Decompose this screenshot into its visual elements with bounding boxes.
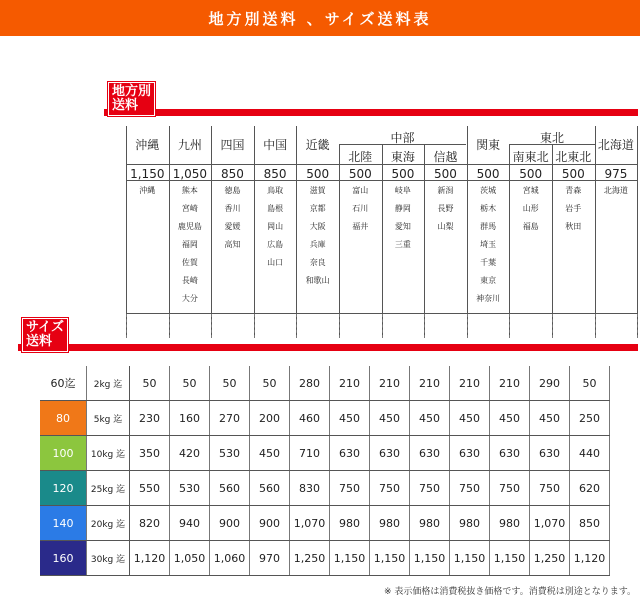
prefecture-list: [339, 182, 382, 236]
prefecture-list: [552, 182, 595, 236]
region-name: 沖縄: [135, 138, 160, 152]
size-rate-table: [40, 366, 610, 576]
region-badge-line-2: 送料: [112, 98, 139, 113]
region-price: 500: [348, 167, 372, 181]
region-name: 関東: [476, 138, 501, 152]
weight-limit: 2kg 迄: [87, 366, 130, 401]
prefecture-list: [211, 182, 254, 254]
region-price: 500: [561, 167, 585, 181]
prefecture-name: 高知: [224, 240, 241, 249]
rate-value: 450: [330, 401, 370, 436]
rate-value: 420: [170, 436, 210, 471]
prefecture-name: 宮城: [522, 186, 539, 195]
prefecture-name: 京都: [309, 204, 326, 213]
rate-value: 460: [290, 401, 330, 436]
rate-value: 210: [490, 366, 530, 401]
prefecture-name: 栃木: [480, 204, 497, 213]
rate-value: 560: [210, 471, 250, 506]
region-name: 北海道: [597, 138, 634, 152]
prefecture-name: 岩手: [565, 204, 582, 213]
prefecture-name: 北海道: [603, 186, 628, 195]
prefecture-name: 埼玉: [480, 240, 497, 249]
rate-value: 450: [370, 401, 410, 436]
rate-value: 630: [370, 436, 410, 471]
rate-value: 1,070: [530, 506, 570, 541]
prefecture-name: 東京: [480, 276, 497, 285]
rate-row: [40, 401, 610, 436]
rate-value: 1,250: [530, 541, 570, 576]
rate-value: 750: [490, 471, 530, 506]
prefecture-name: 新潟: [437, 186, 454, 195]
rate-value: 980: [450, 506, 490, 541]
weight-limit: 25kg 迄: [87, 471, 130, 506]
region-price: 500: [519, 167, 543, 181]
rate-value: 560: [250, 471, 290, 506]
region-price: 500: [476, 167, 500, 181]
rate-value: 1,150: [490, 541, 530, 576]
rate-value: 450: [450, 401, 490, 436]
rate-value: 630: [490, 436, 530, 471]
rate-value: 1,120: [130, 541, 170, 576]
region-name: 東海: [390, 150, 415, 164]
size-label: 100: [40, 436, 87, 471]
weight-limit: 20kg 迄: [87, 506, 130, 541]
rate-value: 210: [330, 366, 370, 401]
prefecture-name: 茨城: [480, 186, 497, 195]
weight-limit: 30kg 迄: [87, 541, 130, 576]
rate-value: 50: [210, 366, 250, 401]
prefecture-name: 千葉: [480, 258, 497, 267]
prefecture-name: 群馬: [480, 222, 497, 231]
prefecture-list: [424, 182, 467, 236]
prefecture-name: 佐賀: [181, 258, 198, 267]
rate-value: 1,250: [290, 541, 330, 576]
prefecture-name: 広島: [267, 240, 284, 249]
column-dash: [211, 314, 212, 338]
prefecture-name: 奈良: [309, 258, 326, 267]
size-label: 120: [40, 471, 87, 506]
rate-value: 900: [210, 506, 250, 541]
page-title: 地方別送料 、サイズ送料表: [0, 0, 640, 36]
rate-value: 750: [530, 471, 570, 506]
prefecture-name: 福島: [522, 222, 539, 231]
prefecture-name: 香川: [224, 204, 241, 213]
prefecture-list: [595, 182, 638, 200]
rate-row: [40, 366, 610, 401]
weight-limit: 5kg 迄: [87, 401, 130, 436]
rate-value: 530: [170, 471, 210, 506]
region-column-divider: [126, 126, 127, 338]
region-name: 信越: [433, 150, 458, 164]
region-name: 北東北: [555, 150, 592, 164]
rate-value: 980: [490, 506, 530, 541]
prefecture-name: 青森: [565, 186, 582, 195]
column-dash: [254, 314, 255, 338]
region-badge-line-1: 地方別: [112, 84, 152, 99]
size-badge-line-1: サイズ: [26, 320, 64, 335]
region-price: 1,150: [130, 167, 165, 181]
region-name: 北陸: [348, 150, 373, 164]
prefecture-list: [169, 182, 212, 308]
region-price: 500: [434, 167, 457, 181]
rate-value: 1,050: [170, 541, 210, 576]
prefecture-name: 鳥取: [267, 186, 284, 195]
rate-value: 630: [530, 436, 570, 471]
rate-value: 830: [290, 471, 330, 506]
size-badge: [22, 318, 68, 352]
rate-value: 1,060: [210, 541, 250, 576]
prefecture-name: 和歌山: [305, 276, 330, 285]
prefecture-name: 石川: [352, 204, 369, 213]
prefecture-name: 静岡: [394, 204, 411, 213]
prefecture-name: 山梨: [437, 222, 454, 231]
rate-value: 450: [530, 401, 570, 436]
rate-value: 850: [570, 506, 610, 541]
prefecture-list: [254, 182, 297, 272]
size-label: 160: [40, 541, 87, 576]
region-badge: [108, 82, 155, 116]
group-label-chubu: 中部: [390, 131, 415, 145]
rate-value: 50: [570, 366, 610, 401]
column-dash: [296, 314, 297, 338]
rate-value: 290: [530, 366, 570, 401]
prefecture-name: 熊本: [181, 186, 198, 195]
column-dash: [382, 314, 383, 338]
region-price: 850: [263, 167, 287, 181]
region-grid: [126, 126, 638, 338]
rate-value: 820: [130, 506, 170, 541]
rate-value: 630: [450, 436, 490, 471]
prefecture-name: 島根: [267, 204, 284, 213]
rate-value: 750: [330, 471, 370, 506]
prefecture-name: 長野: [437, 204, 454, 213]
rate-value: 980: [370, 506, 410, 541]
prefecture-name: 福岡: [181, 240, 198, 249]
rate-value: 230: [130, 401, 170, 436]
rate-value: 630: [330, 436, 370, 471]
rate-value: 50: [130, 366, 170, 401]
column-dash: [339, 314, 340, 338]
prefecture-list: [467, 182, 510, 308]
column-dash: [169, 314, 170, 338]
size-label: 80: [40, 401, 87, 436]
prefecture-name: 徳島: [224, 186, 241, 195]
weight-limit: 10kg 迄: [87, 436, 130, 471]
region-name: 四国: [220, 138, 245, 152]
prefecture-name: 大分: [181, 294, 198, 303]
column-dash: [126, 314, 127, 338]
region-price: 500: [391, 167, 415, 181]
rate-value: 1,150: [410, 541, 450, 576]
rate-value: 620: [570, 471, 610, 506]
size-badge-line-2: 送料: [26, 334, 53, 349]
rate-value: 280: [290, 366, 330, 401]
rate-row: [40, 436, 610, 471]
rate-value: 450: [490, 401, 530, 436]
region-price: 500: [306, 167, 330, 181]
region-name: 南東北: [512, 150, 549, 164]
column-dash: [424, 314, 425, 338]
rate-value: 710: [290, 436, 330, 471]
rate-value: 50: [170, 366, 210, 401]
prefecture-name: 宮崎: [181, 204, 198, 213]
rate-value: 980: [330, 506, 370, 541]
rate-value: 440: [570, 436, 610, 471]
group-label-tohoku: 東北: [539, 131, 564, 145]
prefecture-name: 山口: [267, 258, 284, 267]
rate-value: 350: [130, 436, 170, 471]
prefecture-list: [126, 182, 169, 200]
region-name: 九州: [177, 138, 202, 152]
prefecture-name: 滋賀: [309, 186, 326, 195]
rate-row: [40, 541, 610, 576]
rate-value: 550: [130, 471, 170, 506]
rate-value: 1,070: [290, 506, 330, 541]
prefecture-name: 神奈川: [476, 294, 501, 303]
column-dash: [509, 314, 510, 338]
rate-row: [40, 471, 610, 506]
rate-value: 940: [170, 506, 210, 541]
size-label: 140: [40, 506, 87, 541]
rate-value: 1,150: [370, 541, 410, 576]
rate-value: 630: [410, 436, 450, 471]
region-column-divider: [637, 126, 638, 338]
tax-note: ※ 表示価格は消費税抜き価格です。消費税は別途となります。: [384, 587, 636, 597]
rate-value: 450: [250, 436, 290, 471]
prefecture-name: 愛媛: [224, 222, 241, 231]
rate-value: 210: [450, 366, 490, 401]
region-column-divider: [595, 126, 596, 338]
prefecture-name: 岡山: [267, 222, 284, 231]
region-name: 中国: [263, 138, 288, 152]
region-price: 975: [604, 167, 628, 181]
rate-value: 750: [370, 471, 410, 506]
rate-row: [40, 506, 610, 541]
rate-value: 980: [410, 506, 450, 541]
rate-value: 250: [570, 401, 610, 436]
rate-value: 210: [410, 366, 450, 401]
rate-value: 1,150: [450, 541, 490, 576]
region-price: 1,050: [172, 167, 208, 181]
column-dash: [637, 314, 638, 338]
prefecture-list: [296, 182, 339, 290]
prefecture-list: [509, 182, 552, 236]
region-price: 850: [221, 167, 244, 181]
prefecture-name: 愛知: [394, 222, 411, 231]
rate-value: 530: [210, 436, 250, 471]
rate-value: 900: [250, 506, 290, 541]
rate-value: 50: [250, 366, 290, 401]
prefecture-name: 大阪: [309, 222, 326, 231]
prefecture-name: 鹿児島: [177, 222, 202, 231]
rate-value: 1,120: [570, 541, 610, 576]
prefecture-name: 岐阜: [394, 186, 411, 195]
rate-value: 970: [250, 541, 290, 576]
rate-value: 270: [210, 401, 250, 436]
prefecture-name: 兵庫: [309, 240, 326, 249]
rate-value: 160: [170, 401, 210, 436]
prefecture-name: 山形: [522, 204, 539, 213]
rate-value: 200: [250, 401, 290, 436]
prefecture-list: [382, 182, 425, 254]
rate-value: 1,150: [330, 541, 370, 576]
size-label: 60迄: [40, 366, 87, 401]
prefecture-name: 秋田: [565, 222, 582, 231]
prefecture-name: 沖縄: [139, 186, 156, 195]
prefecture-name: 三重: [394, 240, 411, 249]
column-dash: [595, 314, 596, 338]
rate-value: 450: [410, 401, 450, 436]
column-dash: [467, 314, 468, 338]
prefecture-name: 長崎: [181, 276, 198, 285]
rate-value: 210: [370, 366, 410, 401]
size-divider-line: [18, 344, 638, 351]
region-name: 近畿: [305, 138, 330, 152]
column-dash: [552, 314, 553, 338]
rate-value: 750: [450, 471, 490, 506]
rate-value: 750: [410, 471, 450, 506]
prefecture-name: 富山: [352, 186, 369, 195]
prefecture-name: 福井: [352, 222, 369, 231]
region-divider-line: [104, 109, 638, 116]
